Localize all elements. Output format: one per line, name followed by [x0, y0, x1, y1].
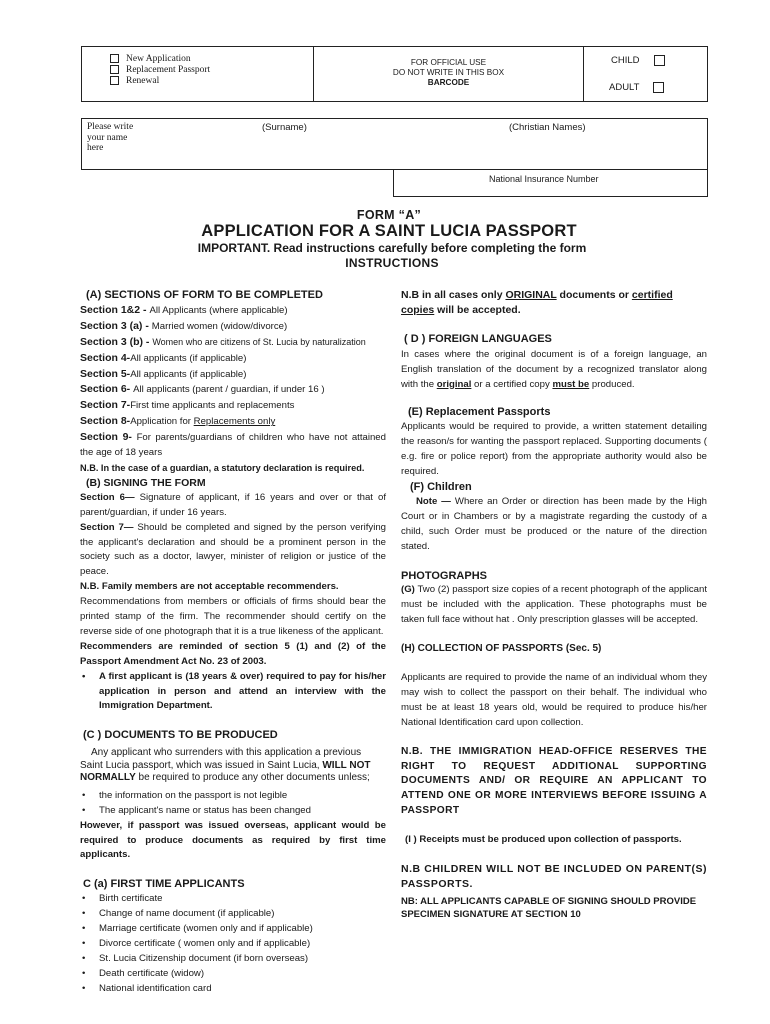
national-insurance-label: National Insurance Number — [489, 174, 599, 184]
nb-original-documents: N.B in all cases only ORIGINAL documents or certified copies will be accepted. — [401, 289, 673, 316]
photographs-heading: PHOTOGRAPHS — [401, 569, 487, 582]
section-e-heading: (E) Replacement Passports — [408, 406, 551, 419]
section-item: Section 9- For parents/guardians of children who have not attained the age of 18 years — [80, 431, 386, 459]
checkbox-icon[interactable] — [654, 55, 665, 66]
list-item: • the information on the passport is not legible — [80, 789, 386, 804]
section-h-heading: (H) COLLECTION OF PASSPORTS (Sec. 5) — [401, 643, 602, 655]
option-replacement-passport[interactable]: Replacement Passport — [110, 65, 210, 76]
surname-label: (Surname) — [262, 122, 307, 133]
christian-names-label: (Christian Names) — [509, 122, 586, 133]
foreign-languages-text: In cases where the original document is of a foreign language, an English translation of the document by a recognized translator along with the original or a certified copy must be produced. — [401, 348, 707, 390]
section-d-heading: ( D ) FOREIGN LANGUAGES — [404, 332, 552, 345]
please-write-label: Please write your name here — [87, 122, 134, 153]
option-new-application[interactable]: New Application — [110, 54, 210, 65]
form-label: FORM “A” — [356, 208, 422, 222]
section-item: Section 6- All applicants (parent / guardian, if under 16 ) — [80, 383, 325, 396]
important-note: IMPORTANT. Read instructions carefully before completing the form — [197, 241, 587, 255]
list-item: • Marriage certificate (women only and if applicable) — [80, 922, 386, 937]
photographs-text: (G) Two (2) passport size copies of a recent photograph of the applicant must be included with the application. These photographs must be taken full face without hat . Only prescription glasses will be accepted. — [401, 584, 707, 626]
list-item: • Death certificate (widow) — [80, 967, 386, 982]
official-use-box — [314, 58, 583, 88]
left-column — [80, 288, 386, 997]
receipts-note: (I ) Receipts must be produced upon collection of passports. — [405, 834, 682, 846]
nb-children-not-included: N.B CHILDREN WILL NOT BE INCLUDED ON PARENT(S) PASSPORTS. — [401, 863, 707, 890]
signing-section-7: Section 7— Should be completed and signed by the person verifying the applicant's declaration and should be a prominent person in the society such as a doctor, lawyer, minister of religion or justice of the peace. — [80, 521, 386, 578]
recommendations-text: Recommendations from members or officials of firms should bear the printed stamp of the firm. The recommender should certify on the reverse side of one photograph that it is a true likeness of the applicant. — [80, 596, 386, 637]
list-item: • St. Lucia Citizenship document (if born overseas) — [80, 952, 386, 967]
adult-option[interactable]: ADULT — [609, 82, 664, 93]
first-applicant-note: • A first applicant is (18 years & over) required to pay for his/her application in person and attend an interview with the Immigration Department. — [80, 670, 386, 715]
section-item: Section 5-All applicants (if applicable) — [80, 367, 247, 380]
checkbox-icon[interactable] — [110, 65, 119, 74]
section-a-heading: (A) SECTIONS OF FORM TO BE COMPLETED — [86, 289, 323, 301]
section-c-heading: (C ) DOCUMENTS TO BE PRODUCED — [83, 729, 278, 742]
nb-specimen-signature: NB: ALL APPLICANTS CAPABLE OF SIGNING SHOULD PROVIDE SPECIMEN SIGNATURE AT SECTION 10 — [401, 895, 697, 920]
overseas-note: However, if passport was issued overseas, applicant would be required to produce documents as required by first time applicants. — [80, 819, 386, 861]
replacement-passports-text: Applicants would be required to provide, a written statement detailing the reason/s for wanting the passport replaced. Supporting documents ( e.g. fire or police report) from the appropriate authority would also be required. — [401, 421, 707, 478]
list-item: • Birth certificate — [80, 892, 386, 907]
section-item: Section 8-Application for Replacements only — [80, 415, 276, 428]
signing-section-6: Section 6— Signature of applicant, if 16 years and over or that of parent/guardian, if under 16 years. — [80, 491, 386, 518]
official-use-line2: DO NOT WRITE IN THIS BOX — [392, 68, 505, 77]
right-column — [401, 288, 707, 921]
nb-reserves-right: N.B. THE IMMIGRATION HEAD-OFFICE RESERVES THE RIGHT TO REQUEST ADDITIONAL SUPPORTING DOCUMENTS AND/ OR REQUIRE AN APPLICANT TO ATTEND ONE OR MORE INTERVIEWS BEFORE ISSUING A PASSPORT — [401, 745, 707, 817]
nb-family: N.B. Family members are not acceptable recommenders. — [80, 581, 339, 593]
recommenders-reminded: Recommenders are reminded of section 5 (1) and (2) of the Passport Amendment Act No. 23 of 2003. — [80, 640, 386, 667]
official-divider-right — [583, 46, 584, 102]
option-renewal[interactable]: Renewal — [110, 76, 210, 87]
official-use-line1: FOR OFFICIAL USE — [410, 58, 487, 67]
page-title: APPLICATION FOR A SAINT LUCIA PASSPORT — [201, 222, 577, 240]
section-item: Section 7-First time applicants and replacements — [80, 399, 295, 412]
name-box[interactable] — [81, 118, 708, 170]
checkbox-icon[interactable] — [110, 76, 119, 85]
checkbox-icon[interactable] — [653, 82, 664, 93]
list-item: • The applicant's name or status has been changed — [80, 804, 386, 819]
barcode-label: BARCODE — [427, 78, 470, 87]
collection-text: Applicants are required to provide the name of an individual whom they may wish to collect the passport on their behalf. The individual who must be at least 18 years old, would be required to produce his/her National Identification card upon collection. — [401, 672, 707, 728]
list-item: • National identification card — [80, 982, 386, 997]
application-type-options — [110, 54, 210, 87]
children-text: Note — Where an Order or direction has been made by the High Court or in Chambers or by a magistrate regarding the custody of a child, such Order must be produced or the nature of the direction stated. — [401, 495, 708, 552]
section-item: Section 4-All applicants (if applicable) — [80, 351, 247, 364]
list-item: • Divorce certificate ( women only and if applicable) — [80, 937, 386, 952]
checkbox-icon[interactable] — [110, 54, 119, 63]
nb-guardian: N.B. In the case of a guardian, a statutory declaration is required. — [80, 462, 365, 473]
section-f-heading: (F) Children — [410, 480, 472, 493]
section-item: Section 3 (b) - Women who are citizens of St. Lucia by naturalization — [80, 335, 366, 348]
section-b-heading: (B) SIGNING THE FORM — [86, 476, 206, 489]
section-item: Section 1&2 - All Applicants (where applicable) — [80, 303, 288, 316]
instructions-heading: INSTRUCTIONS — [345, 256, 439, 270]
documents-text: Any applicant who surrenders with this application a previous Saint Lucia passport, which was issued in Saint Lucia, WILL NOT NORMALLY be required to produce any other documents unless; — [80, 747, 371, 784]
section-ca-heading: C (a) FIRST TIME APPLICANTS — [83, 878, 245, 891]
list-item: • Change of name document (if applicable) — [80, 907, 386, 922]
section-item: Section 3 (a) - Married women (widow/divorce) — [80, 319, 288, 332]
child-option[interactable]: CHILD — [611, 55, 665, 66]
